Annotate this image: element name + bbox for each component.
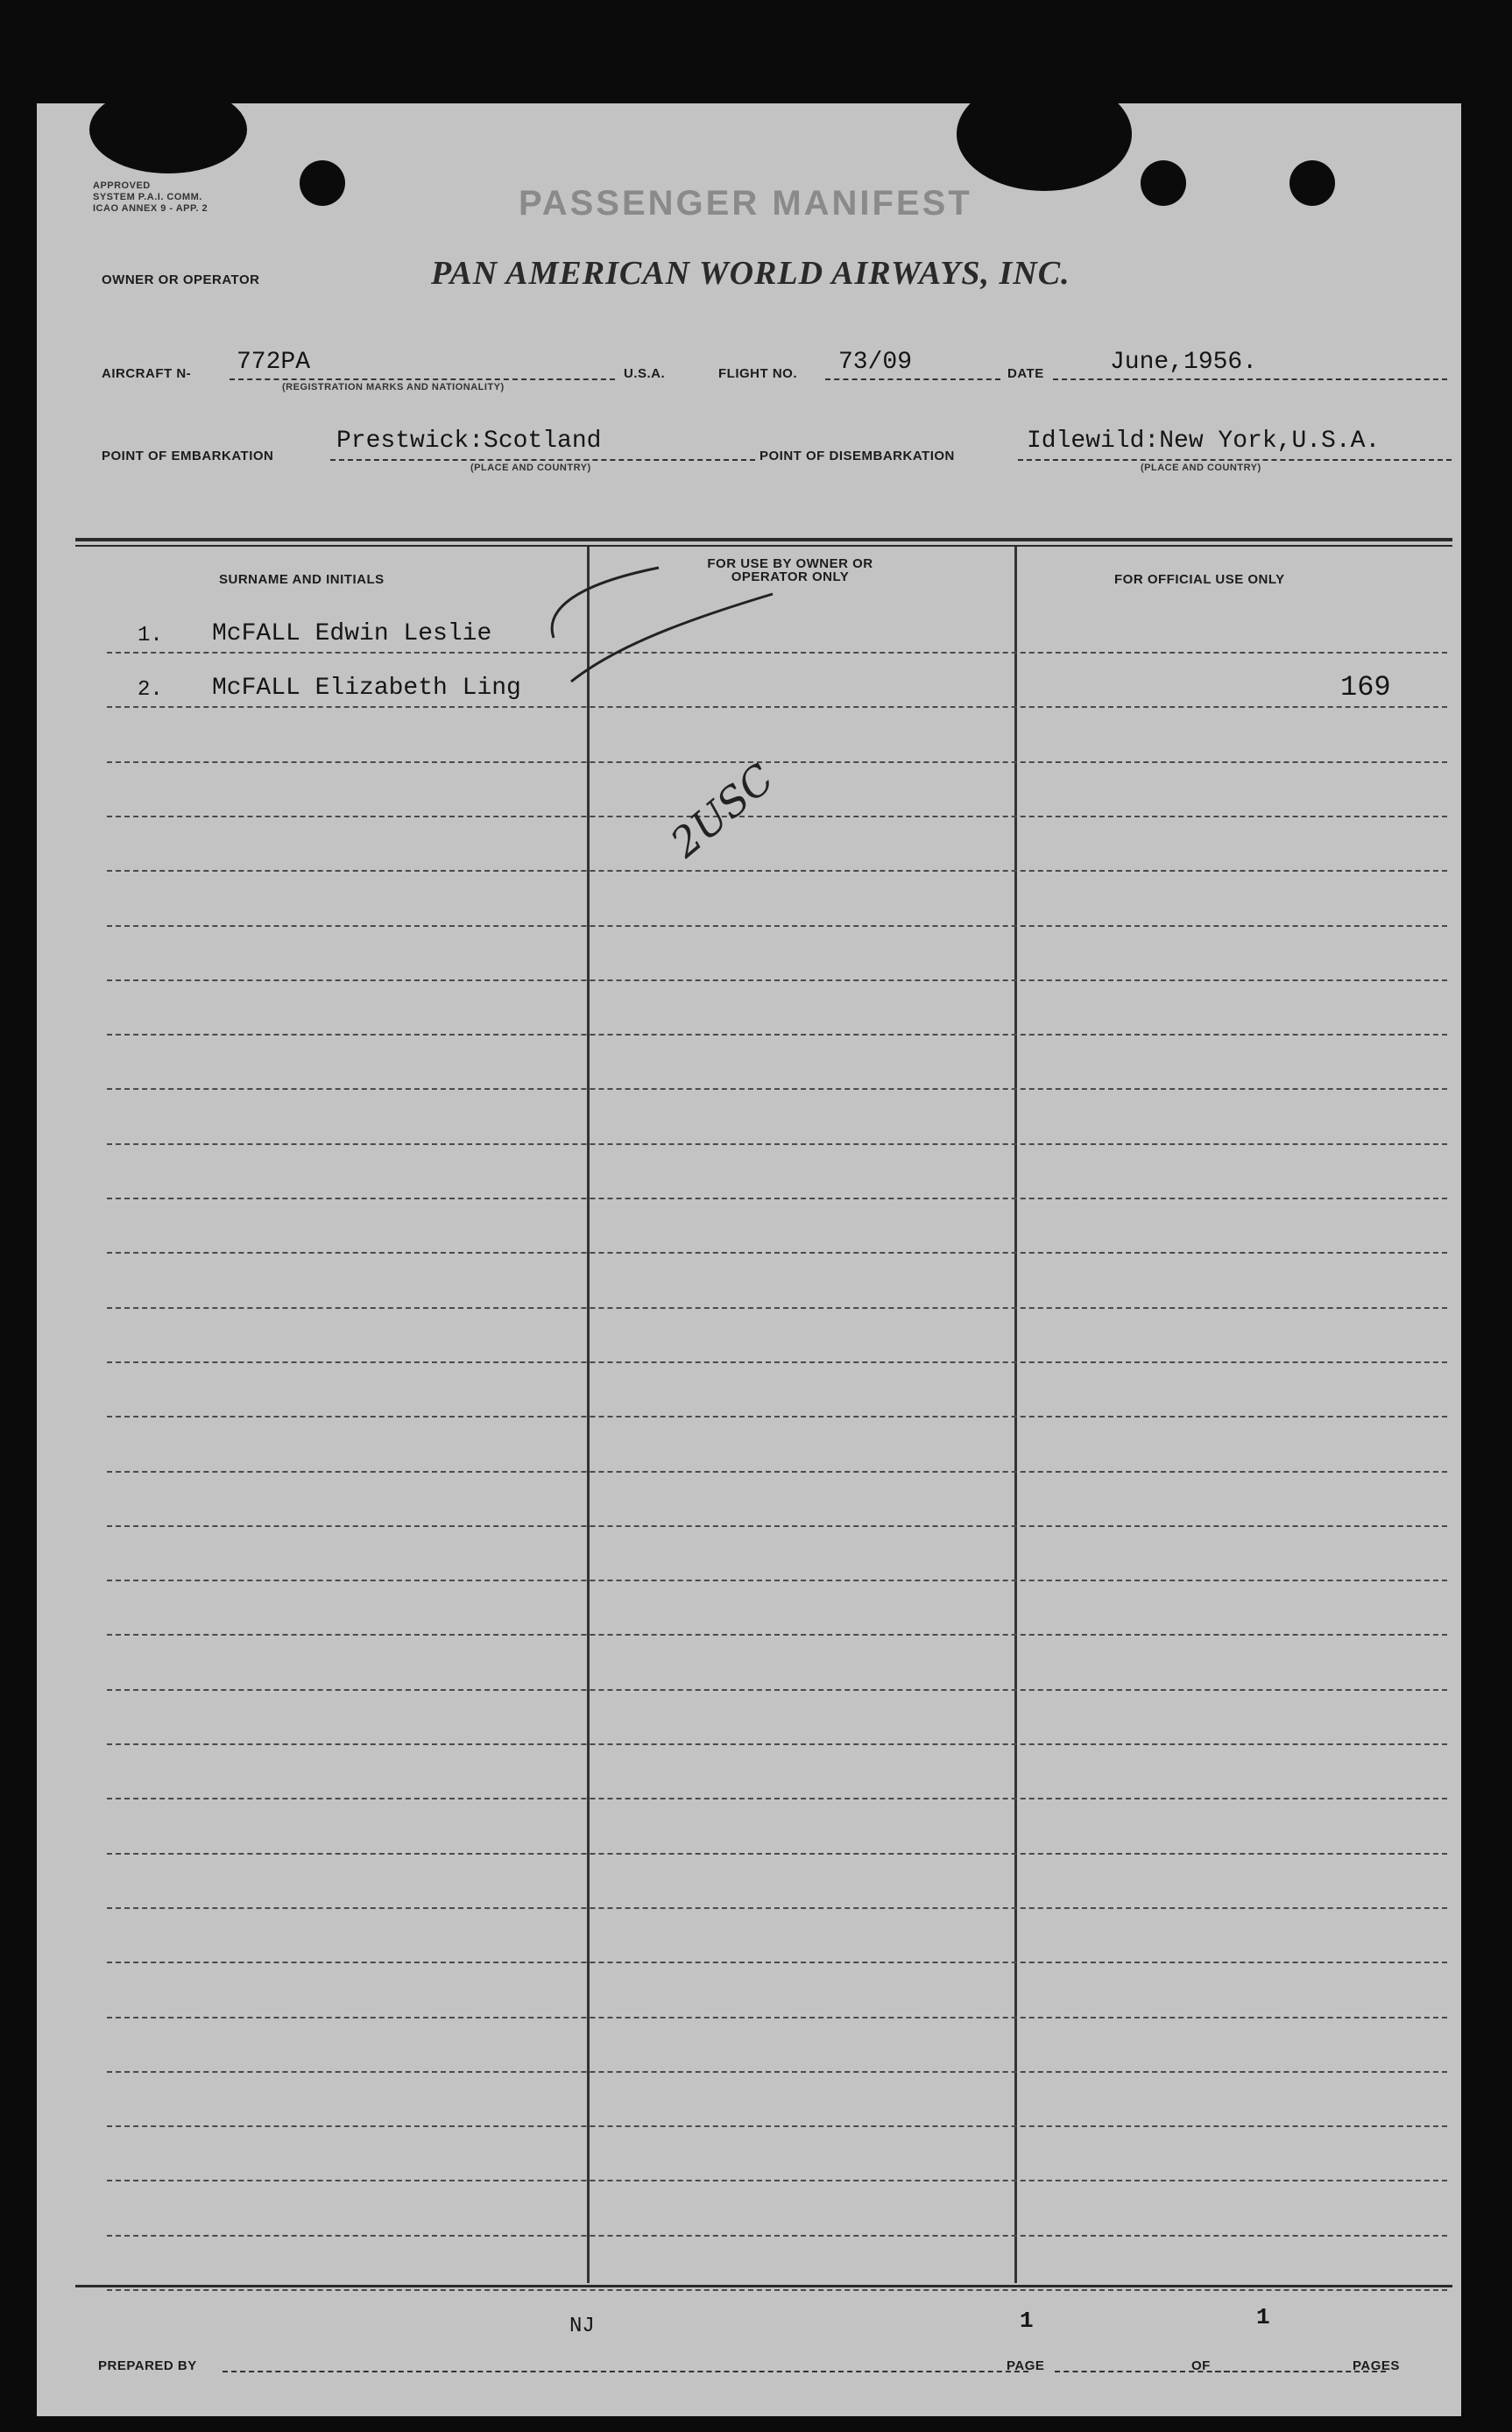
flight-value: 73/09 — [838, 349, 913, 376]
owner-value: PAN AMERICAN WORLD AIRWAYS, INC. — [431, 255, 1070, 292]
check-mark — [552, 568, 659, 638]
aircraft-underline — [230, 378, 615, 380]
owner-label: OWNER OR OPERATOR — [102, 272, 260, 287]
table-rule — [107, 2071, 1447, 2073]
table-rule — [107, 1088, 1447, 1090]
table-rule — [107, 1853, 1447, 1855]
table-rule — [107, 2180, 1447, 2181]
ink-blot-left — [89, 86, 247, 173]
table-rule — [107, 2017, 1447, 2018]
aircraft-label: AIRCRAFT N- — [102, 366, 192, 381]
table-rule — [107, 1143, 1447, 1145]
embarkation-sublabel: (PLACE AND COUNTRY) — [470, 463, 591, 473]
table-rule — [107, 2235, 1447, 2237]
column-header-owner: FOR USE BY OWNER OR OPERATOR ONLY — [707, 556, 873, 584]
check-mark — [571, 594, 773, 682]
disembarkation-sublabel: (PLACE AND COUNTRY) — [1141, 463, 1261, 473]
column-divider — [1014, 547, 1017, 2283]
form-title: PASSENGER MANIFEST — [519, 184, 972, 223]
disembarkation-value: Idlewild:New York,U.S.A. — [1027, 428, 1381, 455]
column-header-surname: SURNAME AND INITIALS — [219, 572, 385, 587]
table-bottom-rule — [75, 2285, 1452, 2287]
punch-hole — [1289, 160, 1335, 206]
punch-hole — [1141, 160, 1186, 206]
pages-label: PAGES — [1353, 2358, 1400, 2373]
table-rule — [107, 1580, 1447, 1581]
table-rule — [107, 1471, 1447, 1473]
table-rule — [107, 1198, 1447, 1199]
handwritten-marks — [536, 541, 869, 734]
table-rule — [107, 1307, 1447, 1309]
approval-block — [93, 180, 208, 215]
registration-sublabel: (REGISTRATION MARKS AND NATIONALITY) — [282, 382, 505, 392]
aircraft-value: 772PA — [237, 349, 311, 376]
table-rule — [107, 2125, 1447, 2127]
row-number: 1. — [138, 624, 163, 647]
handwritten-note: 2USC — [661, 754, 783, 866]
table-rule — [107, 1252, 1447, 1254]
of-label: OF — [1191, 2358, 1211, 2373]
table-rule — [107, 1525, 1447, 1527]
row-number: 2. — [138, 678, 163, 702]
table-rule — [107, 870, 1447, 872]
flight-underline — [825, 378, 1000, 380]
prepared-by-value: NJ — [569, 2315, 595, 2338]
manifest-sheet — [37, 103, 1461, 2416]
approval-line: SYSTEM P.A.I. COMM. — [93, 192, 202, 202]
table-rule — [107, 1689, 1447, 1691]
date-value: June,1956. — [1110, 349, 1258, 376]
embarkation-underline — [330, 459, 755, 461]
table-rule — [107, 1743, 1447, 1745]
prepared-by-underline — [223, 2371, 1028, 2372]
embarkation-label: POINT OF EMBARKATION — [102, 449, 274, 463]
table-rule — [107, 1634, 1447, 1636]
table-rule — [107, 1962, 1447, 1963]
usa-label: U.S.A. — [624, 366, 666, 381]
page-total: 1 — [1256, 2304, 1270, 2330]
passenger-name: McFALL Edwin Leslie — [212, 620, 492, 647]
passenger-name: McFALL Elizabeth Ling — [212, 675, 521, 702]
table-rule — [107, 1361, 1447, 1363]
ink-blot-right — [957, 77, 1132, 191]
table-rule — [107, 1034, 1447, 1036]
page-number: 1 — [1020, 2308, 1034, 2334]
table-rule — [107, 1798, 1447, 1799]
column-header-official: FOR OFFICIAL USE ONLY — [1114, 572, 1285, 587]
prepared-by-label: PREPARED BY — [98, 2358, 197, 2373]
embarkation-value: Prestwick:Scotland — [336, 428, 602, 455]
approval-line: APPROVED — [93, 180, 151, 191]
table-rule — [107, 1416, 1447, 1417]
date-underline — [1053, 378, 1447, 380]
official-entry: 169 — [1340, 671, 1391, 703]
column-divider — [587, 547, 590, 2283]
approval-line: ICAO ANNEX 9 - APP. 2 — [93, 203, 208, 214]
table-rule — [107, 1907, 1447, 1909]
flight-label: FLIGHT NO. — [718, 366, 797, 381]
table-rule — [107, 979, 1447, 981]
punch-hole — [300, 160, 345, 206]
table-rule — [107, 816, 1447, 817]
disembarkation-label: POINT OF DISEMBARKATION — [760, 449, 955, 463]
table-rule — [107, 2289, 1447, 2291]
table-rule — [107, 925, 1447, 927]
disembarkation-underline — [1018, 459, 1452, 461]
table-rule — [107, 761, 1447, 763]
page-label: PAGE — [1007, 2358, 1045, 2373]
date-label: DATE — [1007, 366, 1044, 381]
